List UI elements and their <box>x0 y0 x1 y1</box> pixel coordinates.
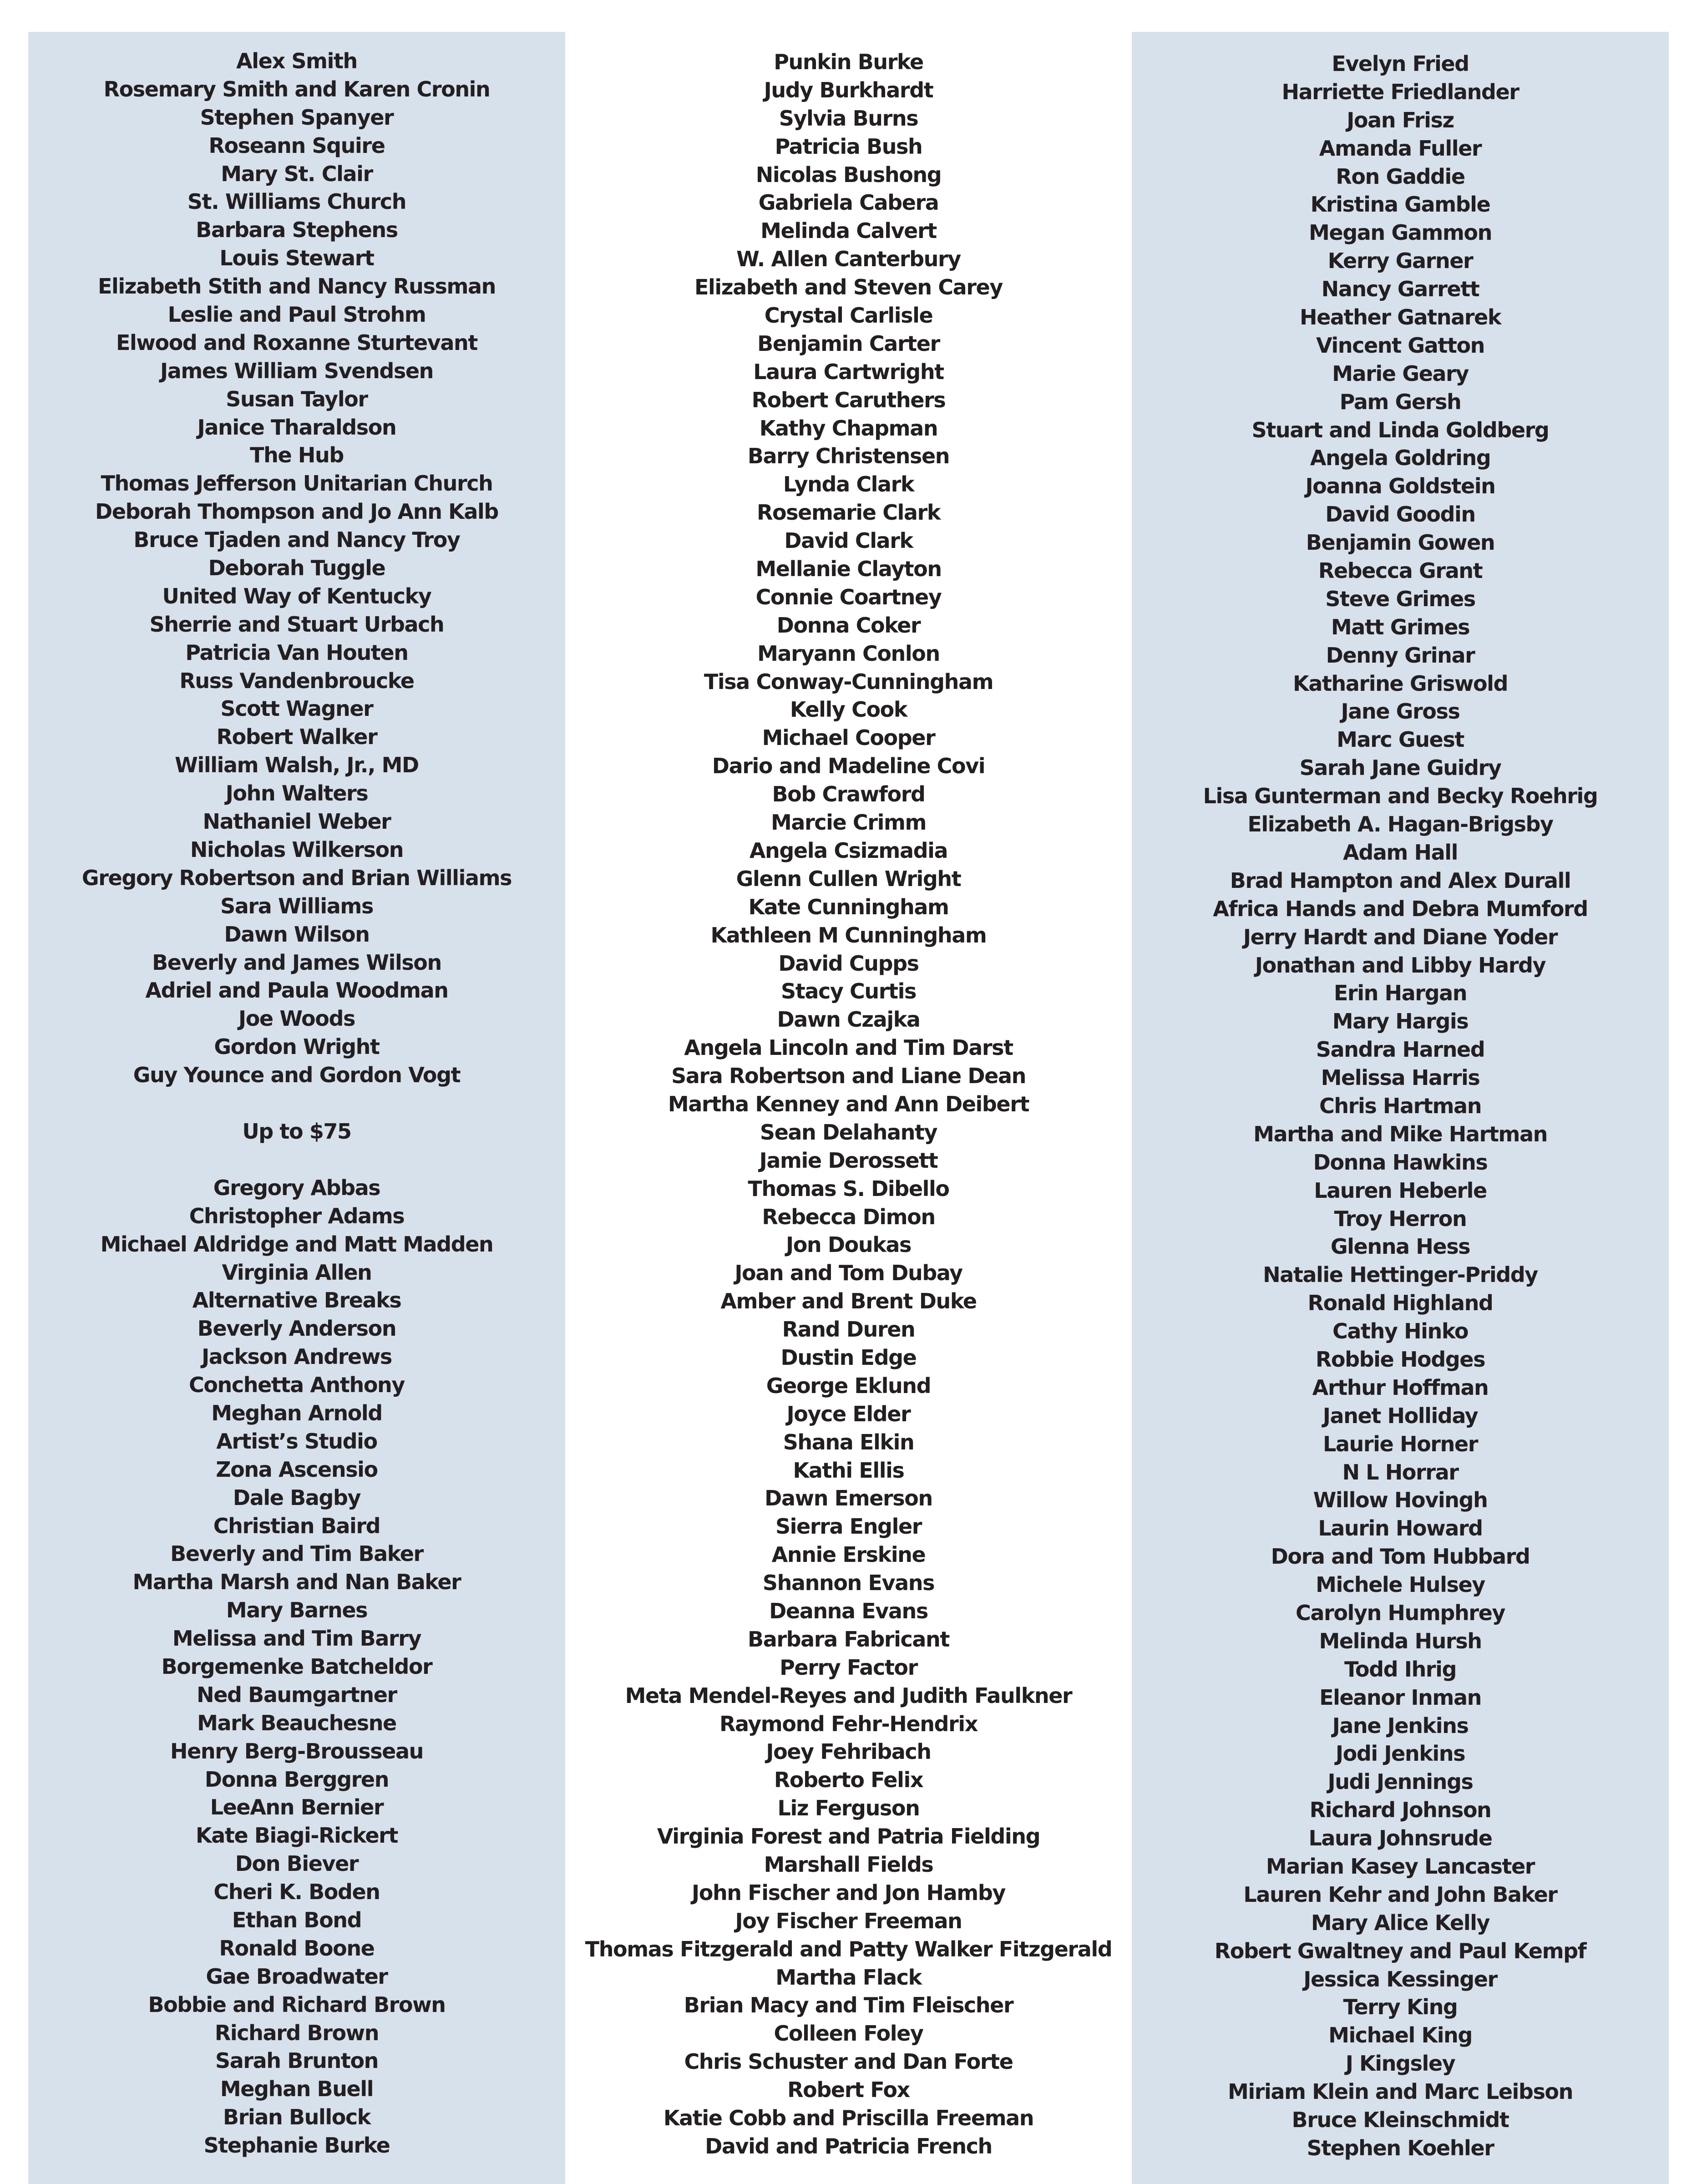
donor-name: Nathaniel Weber <box>203 809 391 834</box>
donor-name: Angela Goldring <box>1310 446 1491 471</box>
donor-name: Brian Macy and Tim Fleischer <box>684 1993 1013 2018</box>
donor-name: Chris Schuster and Dan Forte <box>684 2049 1013 2074</box>
donor-name: Mary St. Clair <box>221 161 373 186</box>
donor-name: Meghan Arnold <box>211 1400 382 1425</box>
donor-name: Elizabeth and Steven Carey <box>694 275 1003 300</box>
donor-name: Gregory Robertson and Brian Williams <box>81 865 512 890</box>
donor-name: Virginia Forest and Patria Fielding <box>657 1824 1040 1849</box>
donor-name: Lauren Heberle <box>1314 1178 1487 1203</box>
donor-name: Rosemarie Clark <box>756 500 941 525</box>
donor-name: Scott Wagner <box>220 696 373 721</box>
donor-name: Joey Fehribach <box>766 1739 931 1764</box>
donor-name: Mellanie Clayton <box>755 557 942 582</box>
donor-name: Shannon Evans <box>762 1571 935 1596</box>
donor-name: Ronald Boone <box>219 1936 375 1961</box>
donor-name: Kristina Gamble <box>1310 192 1490 217</box>
donor-name: Beverly and James Wilson <box>152 950 441 975</box>
donor-name: Rosemary Smith and Karen Cronin <box>103 76 490 101</box>
donor-name: Chris Hartman <box>1319 1093 1482 1118</box>
donor-name: Susan Taylor <box>226 386 368 411</box>
donor-name: Sandra Harned <box>1316 1037 1485 1062</box>
donor-name: Donna Hawkins <box>1313 1150 1488 1175</box>
donor-name: James William Svendsen <box>160 358 433 383</box>
donor-name: Matt Grimes <box>1331 614 1470 639</box>
donor-name: Robert Walker <box>216 725 377 750</box>
donor-name: Natalie Hettinger-Priddy <box>1263 1262 1538 1287</box>
donor-name: Sarah Brunton <box>215 2048 379 2073</box>
donor-name: Stephen Koehler <box>1307 2135 1494 2160</box>
donor-name: Harriette Friedlander <box>1282 79 1519 104</box>
donor-name: Christian Baird <box>213 1513 380 1538</box>
donor-name: Jackson Andrews <box>202 1344 392 1369</box>
donor-name: United Way of Kentucky <box>162 583 431 608</box>
donor-name: Michael Cooper <box>762 725 935 750</box>
donor-name: Robbie Hodges <box>1315 1347 1485 1372</box>
donor-name: Gregory Abbas <box>213 1175 380 1200</box>
donor-name: Jonathan and Libby Hardy <box>1255 953 1546 978</box>
donor-name: Virginia Allen <box>222 1260 372 1285</box>
donor-name: Colleen Foley <box>774 2021 923 2046</box>
donor-name: Elizabeth Stith and Nancy Russman <box>97 274 496 299</box>
donor-list-left <box>28 47 565 2160</box>
donor-name: Kathy Chapman <box>759 416 938 441</box>
donor-name: Lisa Gunterman and Becky Roehrig <box>1203 784 1598 809</box>
donor-name: Marie Geary <box>1332 361 1469 386</box>
donor-name: Katie Cobb and Priscilla Freeman <box>663 2106 1034 2131</box>
donor-name: Angela Lincoln and Tim Darst <box>684 1035 1013 1060</box>
donor-name: Angela Csizmadia <box>749 838 948 863</box>
donor-name: Todd Ihrig <box>1344 1657 1456 1682</box>
donor-name: Jodi Jenkins <box>1335 1741 1465 1766</box>
donor-name: Janet Holliday <box>1322 1403 1478 1428</box>
donor-name: Tisa Conway-Cunningham <box>704 669 993 694</box>
donor-name: Alternative Breaks <box>192 1288 401 1313</box>
donor-name: Bobbie and Richard Brown <box>148 1992 446 2017</box>
donor-name: Conchetta Anthony <box>189 1373 405 1398</box>
donor-name: Benjamin Carter <box>757 331 940 356</box>
donor-name: Jessica Kessinger <box>1303 1966 1497 1991</box>
donor-name: Lynda Clark <box>783 472 914 497</box>
donor-name: Patricia Bush <box>775 134 922 159</box>
donor-name: Joy Fischer Freeman <box>735 1908 962 1933</box>
donor-name: Mary Hargis <box>1332 1009 1469 1034</box>
donor-name: Mary Barnes <box>226 1598 368 1623</box>
donor-name: Guy Younce and Gordon Vogt <box>133 1063 461 1088</box>
donor-name: Kate Biagi-Rickert <box>195 1823 398 1848</box>
donor-name: Dustin Edge <box>780 1345 917 1370</box>
donor-name: The Hub <box>250 443 344 468</box>
donor-name: Sherrie and Stuart Urbach <box>149 612 444 637</box>
donor-name: Sylvia Burns <box>779 106 918 131</box>
donor-name: Bruce Kleinschmidt <box>1292 2108 1509 2133</box>
donor-name: Deborah Tuggle <box>208 556 385 581</box>
donor-name: David Goodin <box>1325 502 1475 527</box>
donor-name: Artist’s Studio <box>216 1429 377 1454</box>
donor-name: St. Williams Church <box>187 189 406 214</box>
donor-name: Joyce Elder <box>786 1401 911 1426</box>
donor-name: Michael King <box>1328 2023 1472 2048</box>
donor-name: Evelyn Fried <box>1332 51 1469 76</box>
donor-name: Melissa and Tim Barry <box>172 1626 421 1651</box>
donor-name: Sean Delahanty <box>760 1120 937 1145</box>
donor-name: Nancy Garrett <box>1321 277 1479 302</box>
donor-name: David and Patricia French <box>705 2133 992 2159</box>
donor-name: Bruce Tjaden and Nancy Troy <box>133 527 460 552</box>
donor-name: Sarah Jane Guidry <box>1299 755 1501 780</box>
donor-name: Martha and Mike Hartman <box>1253 1121 1547 1146</box>
donor-name: Joanna Goldstein <box>1305 474 1495 499</box>
donor-name: Amanda Fuller <box>1319 136 1482 161</box>
donor-name: Dale Bagby <box>233 1485 361 1510</box>
donor-name: Cathy Hinko <box>1332 1319 1469 1344</box>
donor-name: Kelly Cook <box>790 697 907 722</box>
left-column <box>28 32 565 2184</box>
donor-name: W. Allen Canterbury <box>736 247 961 272</box>
donor-name: Sara Robertson and Liane Dean <box>671 1064 1026 1089</box>
donor-name: Louis Stewart <box>219 246 374 271</box>
donor-name: Carolyn Humphrey <box>1296 1600 1505 1625</box>
donor-name: Robert Caruthers <box>751 387 946 412</box>
donor-name: Laurin Howard <box>1318 1516 1483 1541</box>
donor-list-right <box>1132 50 1669 2163</box>
donor-name: Lauren Kehr and John Baker <box>1243 1882 1557 1907</box>
donor-name: Rand Duren <box>782 1317 915 1342</box>
donor-name: Dario and Madeline Covi <box>712 754 985 779</box>
donor-name: Adam Hall <box>1343 840 1458 865</box>
donor-name: Zona Ascensio <box>216 1457 378 1482</box>
donor-name: Nicolas Bushong <box>755 162 942 187</box>
donor-name: Melinda Hursh <box>1319 1628 1482 1653</box>
donor-name: N L Horrar <box>1342 1459 1459 1485</box>
donor-name: Steve Grimes <box>1325 586 1475 611</box>
donor-name: Connie Coartney <box>755 584 942 609</box>
donor-name: Patricia Van Houten <box>185 640 408 665</box>
donor-name: Kathi Ellis <box>793 1458 904 1483</box>
donor-name: Deanna Evans <box>769 1598 928 1623</box>
donor-name: Maryann Conlon <box>757 641 940 666</box>
donor-name: Dawn Czajka <box>777 1007 920 1032</box>
right-column <box>1132 32 1669 2184</box>
donor-name: Thomas Fitzgerald and Patty Walker Fitzgerald <box>585 1936 1112 1961</box>
donor-name: Eleanor Inman <box>1319 1685 1481 1710</box>
donor-name: Ron Gaddie <box>1336 164 1465 189</box>
donor-name: Sierra Engler <box>775 1514 922 1539</box>
donor-name: Janice Tharaldson <box>197 415 396 440</box>
donor-name: Gae Broadwater <box>206 1964 388 1989</box>
donor-name: Michael Aldridge and Matt Madden <box>100 1231 493 1257</box>
donor-name: Richard Brown <box>214 2020 379 2045</box>
donor-name: Nicholas Wilkerson <box>190 837 404 862</box>
donor-name: Beverly Anderson <box>197 1316 396 1341</box>
donor-name: Jon Doukas <box>785 1232 912 1257</box>
donor-name: Troy Herron <box>1334 1206 1467 1231</box>
donor-name: Amber and Brent Duke <box>720 1289 977 1314</box>
donor-name: Shana Elkin <box>783 1429 914 1454</box>
donor-name: J Kingsley <box>1345 2051 1455 2076</box>
donor-name: Alex Smith <box>236 49 357 73</box>
donor-name: Glenn Cullen Wright <box>736 866 961 891</box>
donor-name: Laura Johnsrude <box>1308 1826 1492 1851</box>
donor-name: Erin Hargan <box>1333 981 1467 1006</box>
donor-name: Dawn Wilson <box>224 922 370 947</box>
donor-name: Sara Williams <box>220 893 373 918</box>
donor-name: Punkin Burke <box>774 50 923 74</box>
donor-name: Joan Frisz <box>1347 107 1454 132</box>
donor-name: Laura Cartwright <box>753 359 944 384</box>
donor-name: Kerry Garner <box>1327 248 1473 274</box>
donor-name: Jerry Hardt and Diane Yoder <box>1243 924 1558 949</box>
donor-name: William Walsh, Jr., MD <box>175 753 419 778</box>
donor-name: Melinda Calvert <box>760 218 937 243</box>
donor-name: Liz Ferguson <box>777 1796 920 1821</box>
donor-name: Glenna Hess <box>1330 1234 1470 1259</box>
donor-name: Arthur Hoffman <box>1312 1375 1489 1400</box>
donor-name: Deborah Thompson and Jo Ann Kalb <box>95 499 498 524</box>
donor-name: Martha Marsh and Nan Baker <box>132 1570 461 1595</box>
donor-name: Beverly and Tim Baker <box>170 1541 423 1566</box>
donor-name: Dora and Tom Hubbard <box>1271 1544 1530 1569</box>
donor-name: Brad Hampton and Alex Durall <box>1230 868 1571 893</box>
donor-name: Heather Gatnarek <box>1299 305 1501 330</box>
donor-name: John Walters <box>225 781 368 806</box>
donor-name: Don Biever <box>235 1851 359 1876</box>
donor-name: Marshall Fields <box>764 1852 933 1877</box>
section-heading: Up to $75 <box>242 1119 351 1144</box>
donor-name: David Clark <box>784 528 913 553</box>
middle-column <box>565 32 1132 2184</box>
donor-name: Donna Coker <box>776 613 921 638</box>
donor-name: Bob Crawford <box>772 782 925 807</box>
donor-name: Martha Kenney and Ann Deibert <box>668 1091 1029 1116</box>
donor-name: Jane Jenkins <box>1332 1713 1469 1738</box>
donor-name: Annie Erskine <box>771 1542 926 1567</box>
donor-name: Russ Vandenbroucke <box>179 668 414 693</box>
donor-name: Laurie Horner <box>1323 1431 1478 1456</box>
donor-name: Barry Christensen <box>747 444 950 469</box>
donor-name: Dawn Emerson <box>765 1486 932 1511</box>
donor-name: Joe Woods <box>238 1006 355 1031</box>
donor-name: Richard Johnson <box>1309 1798 1491 1823</box>
donor-name: Meta Mendel-Reyes and Judith Faulkner <box>625 1683 1072 1708</box>
donor-name: Thomas Jefferson Unitarian Church <box>101 471 493 496</box>
donor-name: Leslie and Paul Strohm <box>167 302 426 327</box>
donor-name: George Eklund <box>766 1373 931 1398</box>
donor-name: Stephen Spanyer <box>200 105 394 130</box>
donor-name: Terry King <box>1343 1995 1458 2020</box>
donor-name: Kathleen M Cunningham <box>710 922 987 948</box>
donor-name: Martha Flack <box>775 1965 922 1990</box>
donor-name: Benjamin Gowen <box>1306 530 1495 555</box>
donor-name: Perry Factor <box>780 1655 917 1680</box>
donor-name: Raymond Fehr-Hendrix <box>719 1711 978 1736</box>
donor-name: Gordon Wright <box>214 1034 380 1059</box>
donor-name: Jane Gross <box>1341 699 1460 724</box>
donor-name: Christopher Adams <box>189 1203 405 1228</box>
donor-name: David Cupps <box>778 951 919 976</box>
donor-name: Meghan Buell <box>220 2077 374 2102</box>
donor-name: Thomas S. Dibello <box>748 1176 949 1201</box>
donor-name: Katharine Griswold <box>1292 671 1508 696</box>
donor-name: Stuart and Linda Goldberg <box>1251 417 1549 442</box>
donor-name: Barbara Stephens <box>196 218 398 243</box>
donor-name: Kate Cunningham <box>748 894 949 919</box>
donor-name: Marcie Crimm <box>770 810 927 835</box>
donor-name: Africa Hands and Debra Mumford <box>1213 896 1588 921</box>
donor-name: Rebecca Grant <box>1318 558 1483 583</box>
donor-name: Donna Berggren <box>204 1767 389 1792</box>
donor-name: Judy Burkhardt <box>764 77 933 102</box>
donor-name: Elizabeth A. Hagan-Brigsby <box>1247 812 1553 837</box>
donor-name: Elwood and Roxanne Sturtevant <box>116 330 477 355</box>
donor-name: Ned Baumgartner <box>197 1682 397 1707</box>
donor-list-middle <box>565 48 1132 2161</box>
donor-name: Ethan Bond <box>232 1908 362 1932</box>
donor-name: Michele Hulsey <box>1316 1572 1485 1597</box>
donor-name: Rebecca Dimon <box>762 1204 935 1229</box>
donor-name: Cheri K. Boden <box>213 1880 380 1905</box>
donor-name: Mark Beauchesne <box>197 1710 396 1735</box>
donor-name: Denny Grinar <box>1326 643 1475 668</box>
donor-name: Gabriela Cabera <box>758 190 939 215</box>
donor-name: Marc Guest <box>1337 727 1464 752</box>
donor-name: Crystal Carlisle <box>764 303 933 328</box>
donor-name: Vincent Gatton <box>1316 333 1485 358</box>
donor-name: Willow Hovingh <box>1313 1488 1488 1513</box>
donor-name: Jamie Derossett <box>759 1148 938 1173</box>
donor-name: Brian Bullock <box>223 2105 370 2130</box>
donor-name: Melissa Harris <box>1321 1065 1480 1090</box>
donor-name: Ronald Highland <box>1307 1291 1493 1316</box>
donor-name: John Fischer and Jon Hamby <box>692 1880 1005 1905</box>
donor-name: Miriam Klein and Marc Leibson <box>1228 2079 1573 2104</box>
donor-name: Borgemenke Batcheldor <box>161 1654 432 1679</box>
donor-name: Mary Alice Kelly <box>1311 1910 1490 1935</box>
donor-name: Stephanie Burke <box>203 2133 390 2158</box>
donor-name: Joan and Tom Dubay <box>735 1261 962 1286</box>
donor-name: Marian Kasey Lancaster <box>1266 1854 1535 1879</box>
donor-name: Megan Gammon <box>1309 220 1492 245</box>
donor-name: Judi Jennings <box>1327 1769 1473 1794</box>
donor-name: Robert Fox <box>787 2078 910 2103</box>
donor-name: Adriel and Paula Woodman <box>145 978 448 1003</box>
donor-name: Henry Berg-Brousseau <box>170 1738 423 1763</box>
donor-name: Robert Gwaltney and Paul Kempf <box>1214 1938 1586 1963</box>
donor-name: LeeAnn Bernier <box>210 1795 384 1820</box>
donor-name: Stacy Curtis <box>781 979 916 1004</box>
donor-name: Barbara Fabricant <box>748 1627 949 1652</box>
donor-name: Roberto Felix <box>774 1768 923 1793</box>
donor-name: Roseann Squire <box>208 133 385 158</box>
donor-name: Pam Gersh <box>1339 389 1461 414</box>
